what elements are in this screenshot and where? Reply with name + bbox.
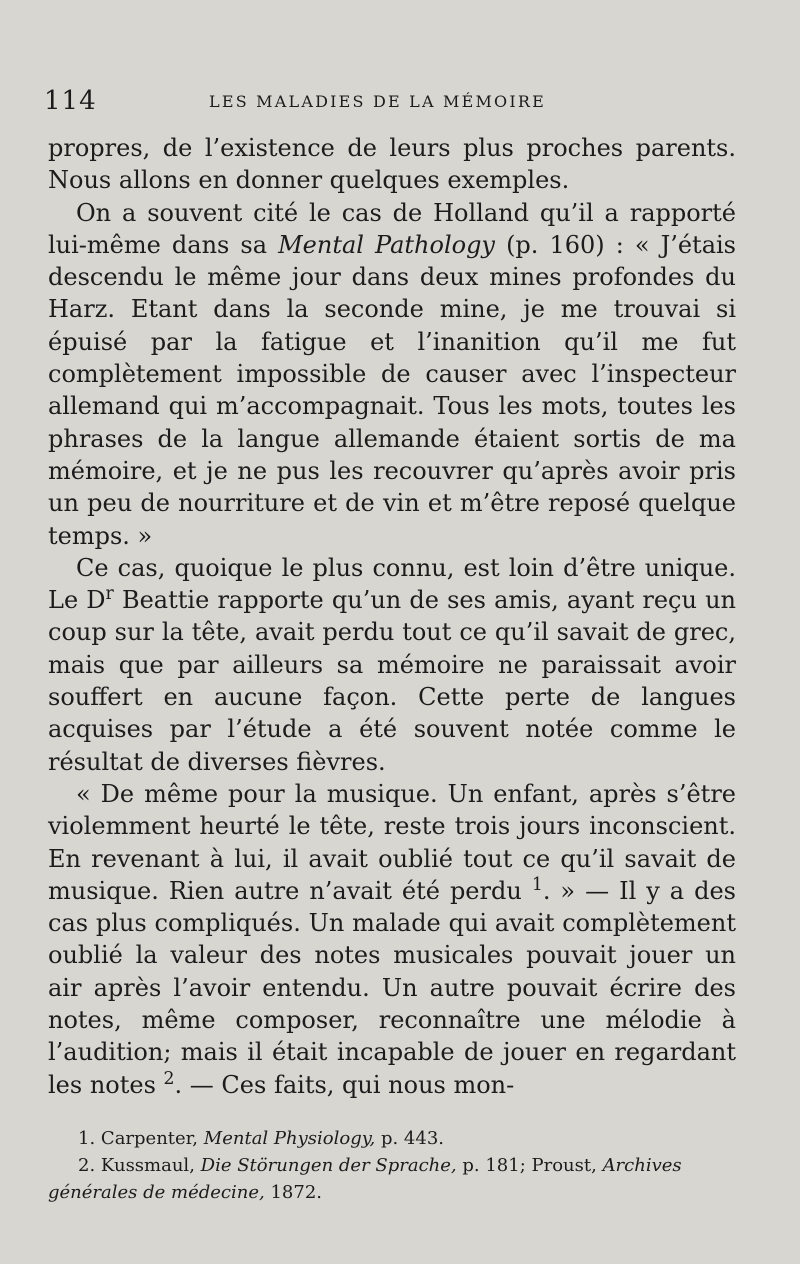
paragraph-4-text-a: « De même pour la musique. Un enfant, après s’être violemment heurté le tête, reste trois jours inconscient. En revenant à lui, il avait oublié tout ce qu’il savait de musique. Rien autre n’avait été perdu <box>48 779 736 905</box>
footnote-2 <box>48 1152 748 1206</box>
paragraph-4-text-c: . — Ces faits, qui nous mon- <box>174 1070 515 1099</box>
running-title: LES MALADIES DE LA MÉMOIRE <box>209 92 547 111</box>
footnote-2-author: Kussmaul, <box>100 1155 195 1176</box>
footnote-1-rest: p. 443. <box>380 1128 445 1149</box>
paragraph-3 <box>48 552 736 778</box>
footnote-2-journal-title: Archives générales de médecine, <box>48 1155 682 1203</box>
paragraph-3-text-b: Beattie rapporte qu’un de ses amis, ayant reçu un coup sur la tête, avait perdu tout ce qu’il savait de grec, mais que par ailleurs sa mémoire ne paraissait avoir souffert en aucune façon. Cette perte de langues acquises par l’étude a été souvent notée comme le résultat de diverses fièvres. <box>48 586 736 776</box>
footnote-1 <box>48 1125 748 1152</box>
paragraph-4 <box>48 778 736 1101</box>
page-header <box>44 86 744 122</box>
paragraph-2 <box>48 197 736 552</box>
paragraph-4-text-b: . » — Il y a des cas plus compliqués. Un malade qui avait complètement oublié la valeur des notes musicales pouvait jouer un air après l’avoir entendu. Un autre pouvait écrire des notes, même composer, reconnaître une mélodie à l’audition; mais il était incapable de jouer en regardant les notes <box>48 876 736 1099</box>
paragraph-1-text: propres, de l’existence de leurs plus proches parents. Nous allons en donner quelques exemples. <box>48 134 736 195</box>
footnote-ref-1: 1 <box>531 874 543 895</box>
paragraph-3-text-a: Ce cas, quoique le plus connu, est loin d’être unique. Le D <box>48 553 736 615</box>
footnote-1-author: Carpenter, <box>100 1128 199 1149</box>
paragraph-2-text-a: On a souvent cité le cas de Holland qu’il a rapporté lui-même dans sa <box>48 198 736 259</box>
footnote-ref-2: 2 <box>163 1068 175 1089</box>
page-number: 114 <box>44 86 97 116</box>
paragraph-2-text-b: (p. 160) : « J’étais descendu le même jour dans deux mines profondes du Harz. Etant dans la seconde mine, je me trouvai si épuisé par la fatigue et l’inanition qu’il me fut complètement impossible de causer avec l’inspecteur allemand qui m’accompagnait. Tous les mots, toutes les phrases de la langue allemande étaient sortis de ma mémoire, et je ne pus les recouvrer qu’après avoir pris un peu de nourriture et de vin et m’être reposé quelque temps. » <box>48 230 736 550</box>
paragraph-1 <box>48 132 736 197</box>
footnote-1-number: 1. <box>78 1128 96 1149</box>
footnote-2-mid: p. 181; Proust, <box>462 1155 597 1176</box>
book-title-mental-pathology: Mental Pathology <box>278 230 495 259</box>
footnote-2-number: 2. <box>78 1155 96 1176</box>
footnotes <box>48 1125 748 1206</box>
body-text <box>48 132 736 1101</box>
doctor-abbrev-superscript: r <box>105 584 114 605</box>
footnote-2-title: Die Störungen der Sprache, <box>200 1155 457 1176</box>
footnote-1-title: Mental Physiology, <box>203 1128 376 1149</box>
footnote-2-rest: 1872. <box>270 1182 322 1203</box>
